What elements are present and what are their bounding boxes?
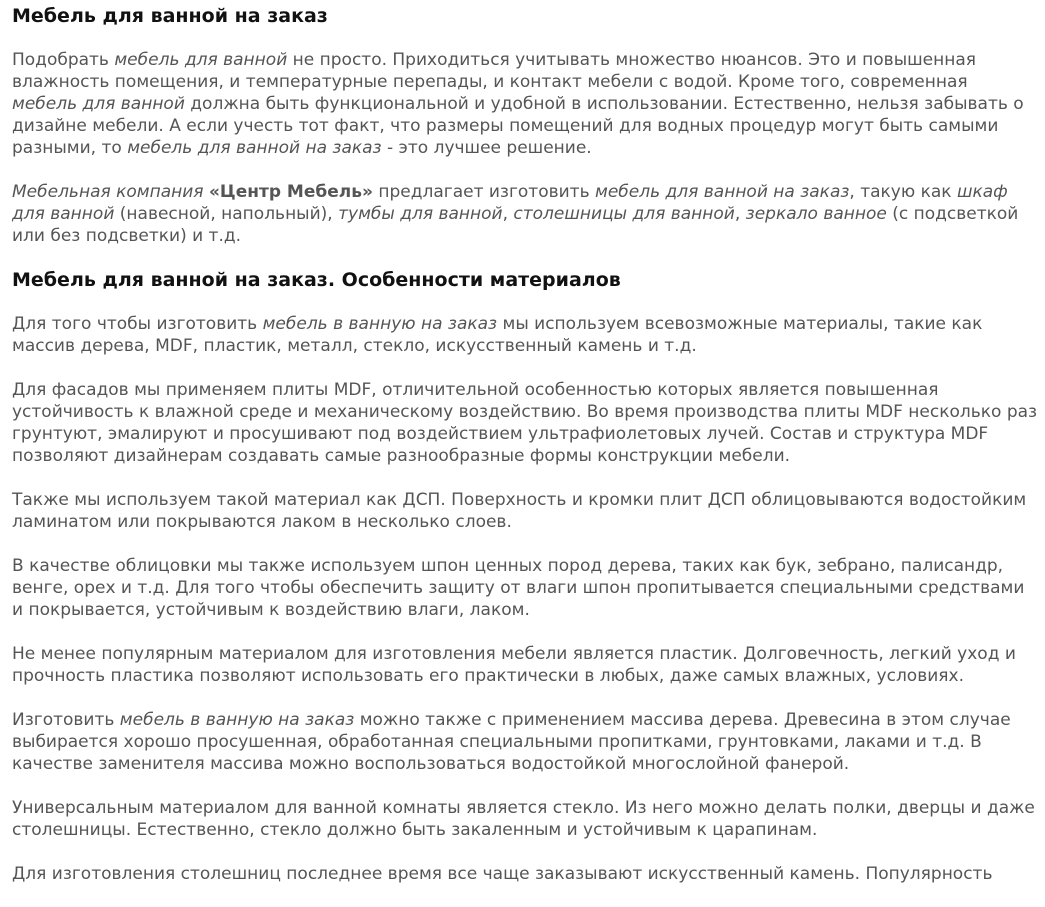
article-title: Мебель для ванной на заказ bbox=[12, 5, 328, 27]
italic-text: зеркало ванное bbox=[745, 204, 887, 224]
italic-text: мебель в ванную на заказ bbox=[119, 710, 355, 730]
solid-wood-paragraph bbox=[12, 709, 1038, 775]
text-run: (с подсветкой или без подсветки) и т.д. bbox=[12, 204, 1019, 246]
materials-intro-paragraph bbox=[12, 313, 1038, 357]
text-run: (навесной, напольный), bbox=[114, 204, 339, 224]
mdf-paragraph: Для фасадов мы применяем плиты MDF, отличительной особенностью которых является повышенная устойчивость к влажной среде и механическому воздействию. Во время производства плиты MDF несколько раз грунтуют, эмалируют и просушивают под воздействием ультрафиолетовых лучей. Состав и структура MDF позволяют дизайнерам создавать самые разнообразные формы конструкции мебели. bbox=[12, 380, 1038, 466]
chipboard-paragraph: Также мы используем такой материал как ДСП. Поверхность и кромки плит ДСП облицовываются водостойким ламинатом или покрываются лаком в несколько слоев. bbox=[12, 490, 1027, 532]
glass-paragraph: Универсальным материалом для ванной комнаты является стекло. Из него можно делать полки, дверцы и даже столешницы. Естественно, стекло должно быть закаленным и устойчивым к царапинам. bbox=[12, 798, 1035, 840]
text-run: , такую как bbox=[849, 182, 957, 202]
italic-text: мебель для ванной на заказ bbox=[595, 182, 850, 202]
text-run: предлагает изготовить bbox=[372, 182, 595, 202]
text-run: Изготовить bbox=[12, 710, 120, 730]
company-offer-paragraph bbox=[12, 181, 1038, 247]
text-run: должна быть функциональной и удобной в использовании. Естественно, нельзя забывать о дизайне мебели. А если учесть тот факт, что размеры помещений для водных процедур могут быть самыми разными, то bbox=[12, 94, 1024, 158]
article bbox=[12, 0, 1038, 907]
italic-text: тумбы для ванной bbox=[338, 204, 503, 224]
text-run: можно также с применением массива дерева. Древесина в этом случае выбирается хорошо просушенная, обработанная специальными пропитками, грунтовками, лаками и т.д. В качестве заменителя массива можно воспользоваться водостойкой многослойной фанерой. bbox=[12, 710, 1011, 774]
italic-text: столешницы для ванной bbox=[513, 204, 735, 224]
veneer-paragraph: В качестве облицовки мы также используем шпон ценных пород дерева, таких как бук, зебрано, палисандр, венге, орех и т.д. Для того чтобы обеспечить защиту от влаги шпон пропитывается специальными средствами и покрывается, устойчивым к воздействию влаги, лаком. bbox=[12, 556, 1025, 620]
text-run: , bbox=[734, 204, 746, 224]
text-run: , bbox=[502, 204, 514, 224]
text-run: Подобрать bbox=[12, 50, 115, 70]
bold-text: «Центр Мебель» bbox=[208, 182, 373, 202]
plastic-paragraph: Не менее популярным материалом для изготовления мебели является пластик. Долговечность, легкий уход и прочность пластика позволяют использовать его практически в любых, даже самых влажных, условиях. bbox=[12, 644, 1016, 686]
italic-text: мебель в ванную на заказ bbox=[262, 314, 498, 334]
text-run: Для того чтобы изготовить bbox=[12, 314, 263, 334]
italic-text: Мебельная компания bbox=[12, 182, 204, 202]
italic-text: мебель для ванной bbox=[114, 50, 288, 70]
text-run: не просто. Приходиться учитывать множество нюансов. Это и повышенная влажность помещения, и температурные перепады, и контакт мебели с водой. Кроме того, современная bbox=[12, 50, 977, 92]
artificial-stone-paragraph: Для изготовления столешниц последнее время все чаще заказывают искусственный камень. Популярность bbox=[12, 864, 993, 884]
italic-text: шкаф для ванной bbox=[12, 182, 1008, 224]
materials-heading: Мебель для ванной на заказ. Особенности материалов bbox=[12, 269, 621, 291]
text-run: мы используем всевозможные материалы, такие как массив дерева, MDF, пластик, металл, стекло, искусственный камень и т.д. bbox=[12, 314, 983, 356]
italic-text: мебель для ванной bbox=[12, 94, 185, 114]
italic-text: мебель для ванной на заказ bbox=[127, 138, 382, 158]
text-run: - это лучшее решение. bbox=[381, 138, 592, 158]
intro-paragraph bbox=[12, 49, 1038, 159]
